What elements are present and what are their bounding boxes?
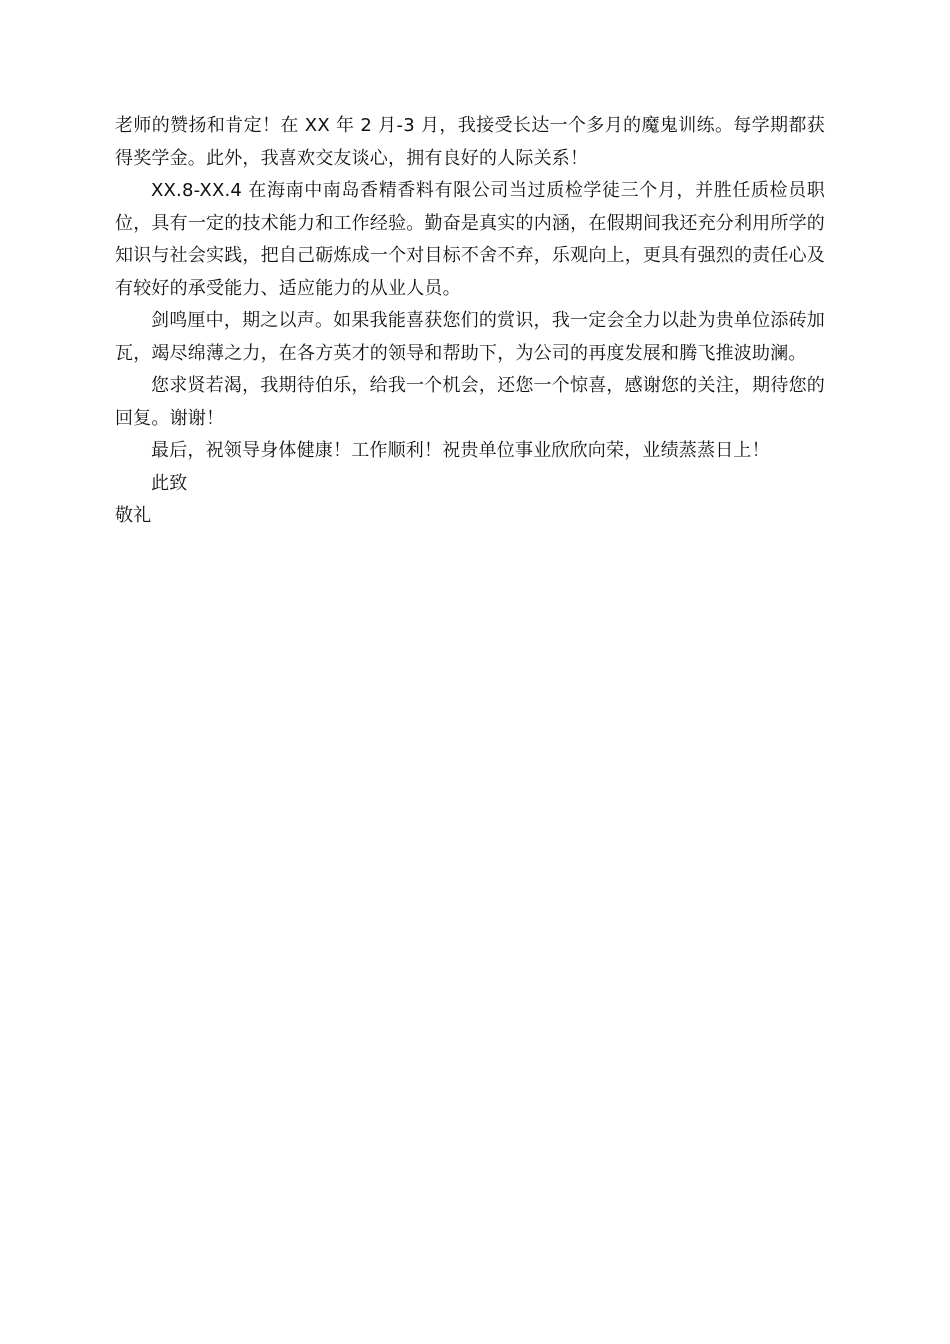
paragraph-wishes: 最后，祝领导身体健康！工作顺利！祝贵单位事业欣欣向荣，业绩蒸蒸日上！	[151, 440, 770, 461]
paragraph-commitment: 剑鸣厘中，期之以声。如果我能喜获您们的赏识，我一定会全力以赴为贵单位添砖加瓦，竭尽绵薄之力，在各方英才的领导和帮助下，为公司的再度发展和腾飞推波助澜。	[115, 310, 825, 364]
closing-salutation: 此致	[151, 472, 188, 494]
closing-regards: 敬礼	[115, 505, 152, 526]
paragraph-work-experience: XX.8-XX.4 在海南中南岛香精香料有限公司当过质检学徒三个月，并胜任质检员职位，具有一定的技术能力和工作经验。勤奋是真实的内涵，在假期间我还充分利用所学的知识与社会实践，把自己砺炼成一个对目标不舍不弃，乐观向上，更具有强烈的责任心及有较好的承受能力、适应能力的从业人员。	[115, 180, 825, 299]
letter-body	[115, 110, 825, 533]
paragraph-opening-continuation: 老师的赞扬和肯定！在 XX 年 2 月-3 月，我接受长达一个多月的魔鬼训练。每学期都获得奖学金。此外，我喜欢交友谈心，拥有良好的人际关系！	[115, 115, 825, 169]
paragraph-request: 您求贤若渴，我期待伯乐，给我一个机会，还您一个惊喜，感谢您的关注，期待您的回复。谢谢！	[115, 375, 825, 429]
